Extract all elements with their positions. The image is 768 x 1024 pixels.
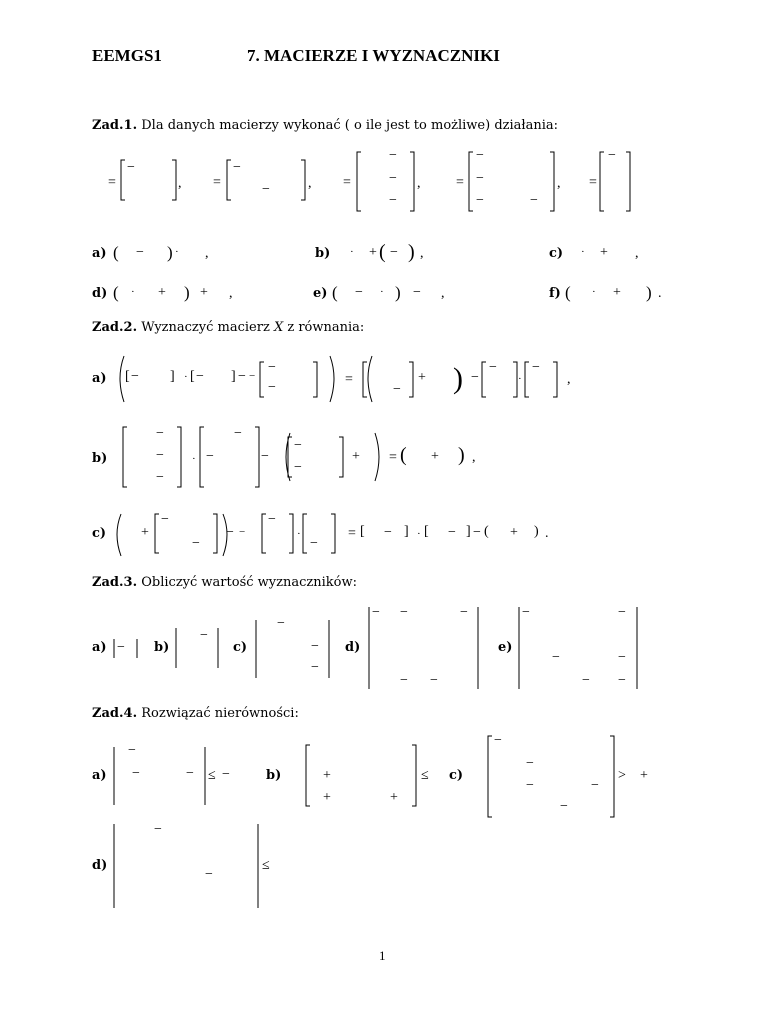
sym-lpar: ( [379, 241, 386, 263]
sym-dot: · [297, 528, 301, 540]
sym-minus: − [262, 182, 270, 197]
sym-minus: − [233, 160, 241, 175]
sym-minus: − [268, 360, 276, 375]
sym-dot: · [350, 246, 354, 258]
sym-lbr: [ [360, 524, 365, 539]
sym-dot: · [417, 528, 421, 540]
sym-eq: = [348, 526, 356, 541]
sym-dot: · [581, 246, 585, 258]
zad3-item-a: a) [92, 640, 107, 655]
sym-dot: · [175, 246, 179, 258]
sym-le: ≤ [421, 768, 429, 783]
sym-minus: − [310, 536, 318, 551]
sym-minus: − [234, 426, 242, 441]
sym-dot: · [192, 453, 196, 465]
sym-minus: − [400, 673, 408, 688]
sym-minus: − [200, 628, 208, 643]
sym-minus: − [618, 673, 626, 688]
sym-le: ≤ [208, 768, 216, 783]
sym-minus: − [618, 605, 626, 620]
zad3-label: Zad.3. [92, 575, 138, 590]
sym-minus: − [530, 193, 538, 208]
sym-plus: + [600, 245, 608, 260]
sym-minus: − [136, 245, 144, 260]
sym-eq: = [343, 175, 351, 190]
sym-lpar: ( [565, 283, 571, 302]
sym-comma: , [229, 286, 233, 301]
sym-dot: · [380, 286, 384, 298]
sym-rbr: ] [170, 369, 175, 384]
sym-minus: − [238, 369, 246, 384]
sym-plus: + [200, 285, 208, 300]
sym-minus: − [522, 605, 530, 620]
sym-minus: − [192, 536, 200, 551]
sym-dot: · [184, 371, 188, 383]
sym-comma: , [308, 176, 312, 191]
sym-minus: − [448, 525, 456, 540]
sym-minus: − [205, 867, 213, 882]
sym-plus: + [613, 285, 621, 300]
sym-plus: + [510, 525, 518, 540]
sym-eq: = [108, 175, 116, 190]
sym-plus: + [323, 790, 331, 805]
sym-eq: = [213, 175, 221, 190]
sym-minus: − [268, 380, 276, 395]
zad4-item-a: a) [92, 768, 107, 783]
sym-minus: − [526, 756, 534, 771]
sym-plus: + [640, 768, 648, 783]
sym-comma: , [420, 246, 424, 261]
zad2-var: X [273, 320, 284, 335]
course-code: EEMGS1 [92, 46, 162, 65]
sym-minus: − [226, 525, 234, 540]
sym-minus: − [268, 512, 276, 527]
zad4-label: Zad.4. [92, 706, 138, 721]
sym-rbr: ] [231, 369, 236, 384]
sym-minus: − [494, 733, 502, 748]
sym-minus: − [413, 285, 421, 300]
sym-minus: − [389, 171, 397, 186]
sym-plus: + [141, 525, 149, 540]
sym-minus: − [261, 449, 269, 464]
sym-minus: − [131, 369, 139, 384]
zad2-text2: z równania: [287, 320, 365, 335]
sym-rpar: ) [184, 283, 190, 302]
sym-comma: , [567, 372, 571, 387]
sym-minus: − [156, 448, 164, 463]
sym-minus: − [618, 650, 626, 665]
sym-lpar: ( [332, 283, 338, 302]
sym-dot: · [131, 286, 135, 298]
sym-eq: = [345, 372, 353, 387]
sym-lpar: ( [400, 444, 407, 466]
sym-minus: − [277, 616, 285, 631]
sym-minus: − [196, 369, 204, 384]
sym-plus: + [323, 768, 331, 783]
sym-minus: − [552, 650, 560, 665]
sym-rpar: ) [458, 444, 465, 466]
sym-minus: − [560, 799, 568, 814]
sym-minus: − [400, 605, 408, 620]
sym-lbr: [ [125, 369, 130, 384]
sym-minus: − [430, 673, 438, 688]
sym-minus: − [389, 193, 397, 208]
zad4-item-c: c) [449, 768, 464, 783]
sym-comma: , [178, 176, 182, 191]
sym-plus: + [431, 449, 439, 464]
sym-rpar: ) [167, 243, 173, 262]
sym-plus: + [369, 245, 377, 260]
zad2-text: Wyznaczyć macierz [141, 320, 270, 335]
zad1-item-b: b) [315, 246, 331, 261]
zad4-item-b: b) [266, 768, 282, 783]
zad4-text: Rozwiązać nierówności: [141, 706, 299, 721]
sym-minus: − [390, 245, 398, 260]
sym-minus: − [384, 525, 392, 540]
sym-minus: − [460, 605, 468, 620]
sym-period: . [545, 526, 549, 541]
sym-period: . [658, 286, 662, 301]
sym-gt: > [618, 768, 626, 783]
sym-minus: − [389, 148, 397, 163]
sym-comma: , [441, 286, 445, 301]
sym-minus: − [311, 639, 319, 654]
sym-minus: − [117, 640, 125, 655]
zad1-label: Zad.1. [92, 118, 138, 133]
sym-rbr: ] [466, 524, 471, 539]
sym-comma: , [472, 450, 476, 465]
sym-minus: − [532, 360, 540, 375]
zad2-label: Zad.2. [92, 320, 138, 335]
page-number: 1 [379, 948, 386, 963]
sym-minus: − [161, 512, 169, 527]
sym-lpar: ( [113, 243, 119, 262]
sym-minus: − [476, 148, 484, 163]
zad3-item-c: c) [233, 640, 248, 655]
sym-eq: = [389, 450, 397, 465]
sym-minus: − [372, 605, 380, 620]
zad1-item-d: d) [92, 286, 108, 301]
sym-lbr: [ [190, 369, 195, 384]
sym-eq: = [456, 175, 464, 190]
zad3-text: Obliczyć wartość wyznaczników: [141, 575, 357, 590]
zad2-item-c: c) [92, 526, 107, 541]
sym-minus: − [476, 193, 484, 208]
sym-plus: + [352, 449, 360, 464]
sym-minus: − [249, 370, 256, 382]
sym-minus: − [591, 778, 599, 793]
sym-minus: − [471, 370, 479, 385]
sym-plus: + [418, 370, 426, 385]
zad4-item-d: d) [92, 858, 108, 873]
sym-plus: + [390, 790, 398, 805]
sym-rpar: ) [646, 283, 652, 302]
sym-dot: · [592, 286, 596, 298]
sym-minus: − [206, 449, 214, 464]
sym-comma: , [635, 246, 639, 261]
zad3-item-e: e) [498, 640, 513, 655]
sym-minus: − [526, 778, 534, 793]
sym-rpar: ) [408, 241, 415, 263]
zad2-item-a: a) [92, 371, 107, 386]
zad1-item-f: f) [549, 286, 561, 301]
sym-minus: − [355, 285, 363, 300]
sym-rpar: ) [453, 362, 463, 395]
zad1-text: Dla danych macierzy wykonać ( o ile jest to możliwe) działania: [141, 118, 559, 133]
zad3-item-b: b) [154, 640, 170, 655]
sym-comma: , [205, 246, 209, 261]
sym-minus: − [186, 766, 194, 781]
zad3-item-d: d) [345, 640, 361, 655]
sym-minus: − [393, 382, 401, 397]
sym-comma: , [557, 176, 561, 191]
sym-rpar: ) [395, 283, 401, 302]
sym-minus: − [476, 171, 484, 186]
sym-minus: − [156, 426, 164, 441]
sym-minus: − [473, 525, 481, 540]
sym-minus: − [128, 743, 136, 758]
sym-minus: − [582, 673, 590, 688]
sym-eq: = [589, 175, 597, 190]
zad1-item-c: c) [549, 246, 564, 261]
sym-minus: − [608, 148, 616, 163]
sym-minus: − [154, 822, 162, 837]
sym-minus: − [222, 767, 230, 782]
sym-minus: − [294, 438, 302, 453]
sym-le: ≤ [262, 858, 270, 873]
sym-minus: − [239, 526, 246, 538]
sym-lpar: ( [484, 524, 489, 539]
sym-minus: − [156, 470, 164, 485]
sym-minus: − [294, 460, 302, 475]
sym-plus: + [158, 285, 166, 300]
zad2-item-b: b) [92, 451, 108, 466]
sym-rbr: ] [404, 524, 409, 539]
zad1-item-a: a) [92, 246, 107, 261]
sym-lbr: [ [424, 524, 429, 539]
zad1-item-e: e) [313, 286, 328, 301]
sym-rpar: ) [534, 524, 539, 539]
sym-dot: · [518, 373, 522, 385]
sym-comma: , [417, 176, 421, 191]
sym-minus: − [311, 660, 319, 675]
sym-minus: − [127, 160, 135, 175]
sym-minus: − [132, 766, 140, 781]
sym-lpar: ( [113, 283, 119, 302]
page-title: 7. MACIERZE I WYZNACZNIKI [247, 46, 500, 65]
sym-minus: − [489, 360, 497, 375]
